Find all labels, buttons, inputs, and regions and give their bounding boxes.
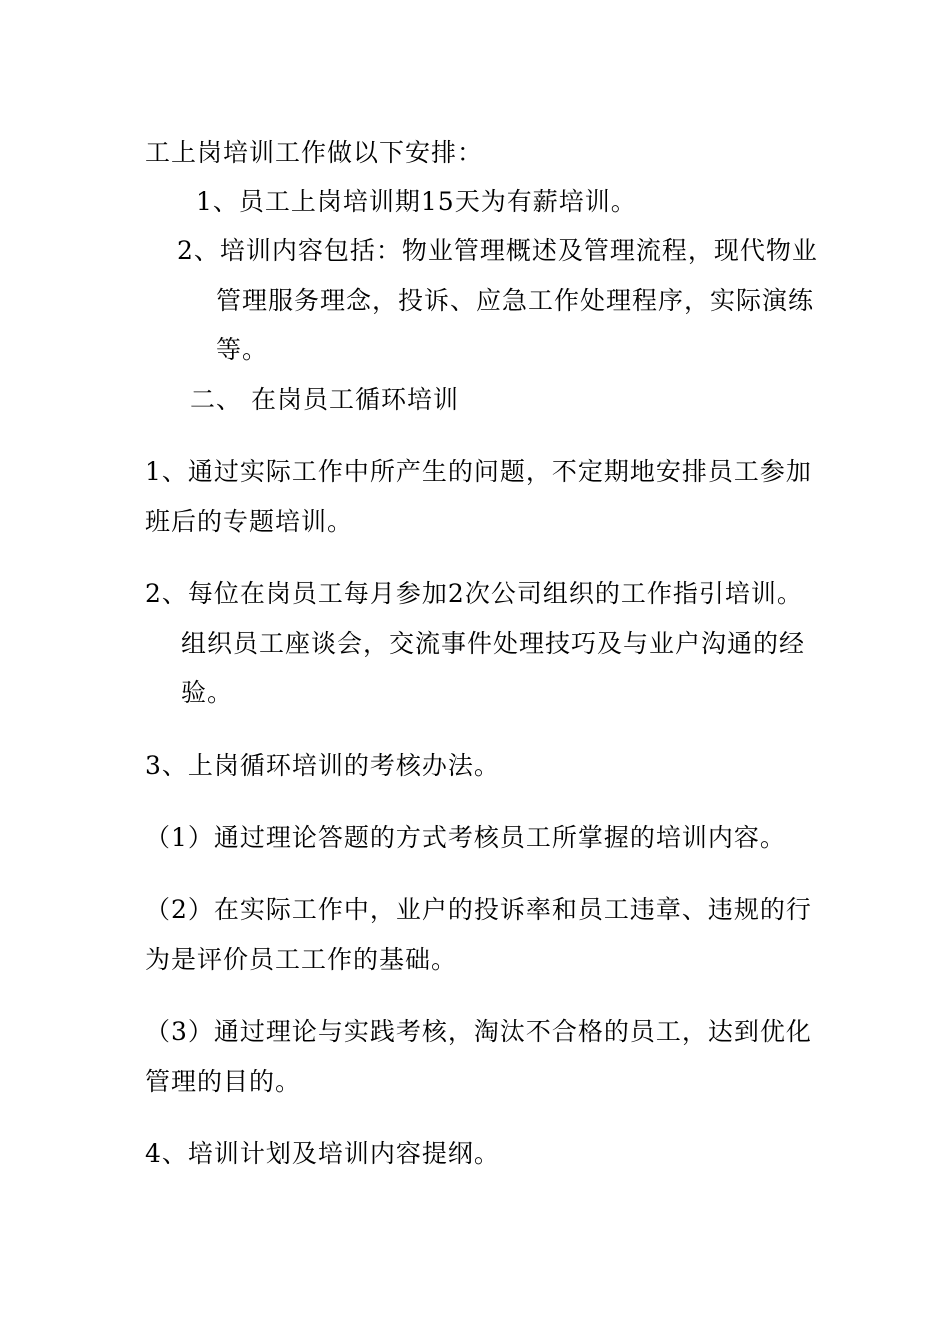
section-heading-2: 二、 在岗员工循环培训 — [190, 385, 459, 414]
sub-item-2-line-1: （2）在实际工作中，业户的投诉率和员工违章、违规的行 — [145, 895, 812, 924]
list-item-b3: 3、上岗循环培训的考核办法。 — [145, 751, 500, 780]
list-item-b4: 4、培训计划及培训内容提纲。 — [145, 1139, 500, 1168]
list-item-2-line-3: 等。 — [216, 335, 269, 364]
list-item-b2-line-2: 组织员工座谈会，交流事件处理技巧及与业户沟通的经 — [181, 629, 806, 658]
sub-item-3-line-2: 管理的目的。 — [145, 1067, 302, 1096]
sub-item-3-line-1: （3）通过理论与实践考核，淘汰不合格的员工，达到优化 — [145, 1017, 812, 1046]
list-item-2-line-2: 管理服务理念，投诉、应急工作处理程序，实际演练 — [216, 286, 815, 315]
paragraph-intro: 工上岗培训工作做以下安排： — [145, 138, 484, 167]
list-item-1: 1、员工上岗培训期15天为有薪培训。 — [196, 187, 637, 216]
sub-item-2-line-2: 为是评价员工工作的基础。 — [145, 945, 458, 974]
list-item-b2-line-1: 2、每位在岗员工每月参加2次公司组织的工作指引培训。 — [145, 579, 803, 608]
list-item-2-line-1: 2、培训内容包括：物业管理概述及管理流程，现代物业 — [177, 236, 818, 265]
sub-item-1: （1）通过理论答题的方式考核员工所掌握的培训内容。 — [145, 823, 786, 852]
list-item-b1-line-1: 1、通过实际工作中所产生的问题，不定期地安排员工参加 — [145, 457, 812, 486]
list-item-b2-line-3: 验。 — [181, 678, 234, 707]
list-item-b1-line-2: 班后的专题培训。 — [145, 507, 354, 536]
